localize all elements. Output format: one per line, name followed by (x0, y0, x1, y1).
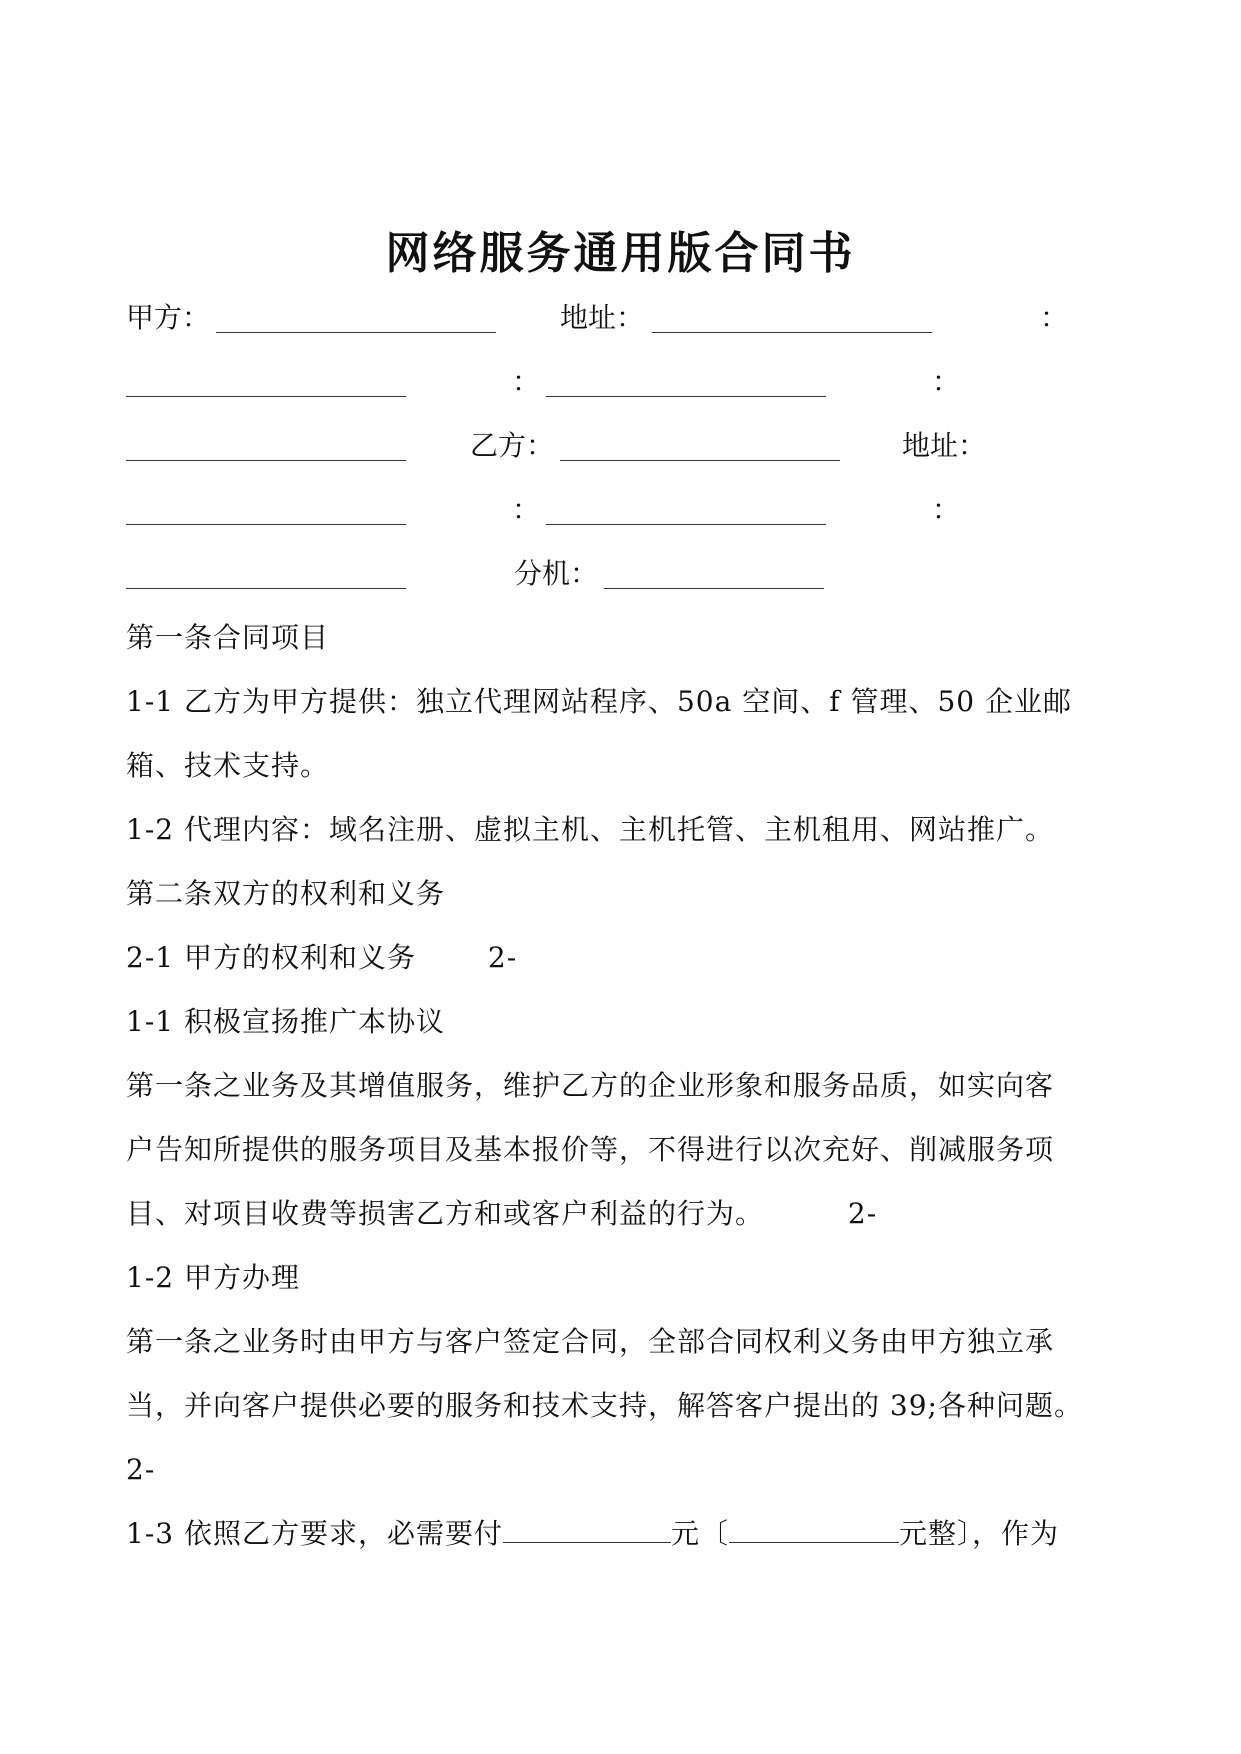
extension-blank[interactable] (604, 562, 824, 589)
blank-r3-1[interactable] (126, 434, 406, 461)
extension-label: 分机： (514, 557, 599, 590)
amount-words-blank[interactable] (729, 1516, 899, 1543)
paragraph-2-dash: 2- (126, 1453, 156, 1486)
party-a-blank[interactable] (216, 306, 496, 333)
paragraph-2-1-text: 2-1 甲方的权利和义务 (126, 941, 416, 974)
paragraph-body-line3-text: 目、对项目收费等损害乙方和或客户利益的行为。 (126, 1197, 765, 1230)
address-a-label: 地址： (560, 301, 645, 334)
party-a-label: 甲方： (126, 301, 211, 334)
paragraph-1-1-line1: 1-1 乙方为甲方提供：独立代理网站程序、50a 空间、f 管理、50 企业邮 (126, 685, 1073, 718)
colon-r4-2: ： (932, 493, 961, 526)
paragraph-1-3 (126, 1514, 1059, 1554)
colon-r4-1: ： (512, 493, 541, 526)
paragraph-2-1 (126, 938, 517, 978)
colon-r2-2: ： (932, 365, 961, 398)
section-2-heading: 第二条双方的权利和义务 (126, 877, 446, 910)
address-b-label: 地址： (902, 429, 987, 462)
blank-r4-1[interactable] (126, 498, 406, 525)
blank-r5-1[interactable] (126, 562, 406, 589)
paragraph-1-3-text: 1-3 依照乙方要求，必需要付 (126, 1517, 503, 1550)
paragraph-body2-line2: 当，并向客户提供必要的服务和技术支持，解答客户提出的 39;各种问题。 (126, 1389, 1083, 1422)
paragraph-1-2-handle: 1-2 甲方办理 (126, 1261, 300, 1294)
document-title: 网络服务通用版合同书 (385, 228, 856, 279)
party-b-label: 乙方： (470, 429, 555, 462)
amount-blank[interactable] (503, 1516, 671, 1543)
blank-r4-2[interactable] (546, 498, 826, 525)
paragraph-1-2: 1-2 代理内容：域名注册、虚拟主机、主机托管、主机租用、网站推广。 (126, 813, 1054, 846)
party-b-blank[interactable] (560, 434, 840, 461)
colon-r2-1: ： (512, 365, 541, 398)
paragraph-body2-line1: 第一条之业务时由甲方与客户签定合同，全部合同权利义务由甲方独立承 (126, 1325, 1055, 1358)
paragraph-body-line1: 第一条之业务及其增值服务，维护乙方的企业形象和服务品质，如实向客 (126, 1069, 1055, 1102)
paragraph-body-line3-suffix: 2- (847, 1197, 878, 1230)
currency-unit: 元〔 (671, 1517, 730, 1550)
paragraph-body-line3 (126, 1194, 877, 1234)
paragraph-2-1-suffix: 2- (487, 941, 518, 974)
paragraph-body-line2: 户告知所提供的服务项目及基本报价等，不得进行以次充好、削减服务项 (126, 1133, 1055, 1166)
blank-r2-2[interactable] (546, 370, 826, 397)
section-1-heading: 第一条合同项目 (126, 621, 330, 654)
blank-r2-1[interactable] (126, 370, 406, 397)
paragraph-1-3-end: 元整〕，作为 (899, 1517, 1060, 1550)
paragraph-1-1-line2: 箱、技术支持。 (126, 749, 330, 782)
colon-r1: ： (1040, 301, 1069, 334)
paragraph-1-1-promote: 1-1 积极宣扬推广本协议 (126, 1005, 445, 1038)
address-a-blank[interactable] (652, 306, 932, 333)
